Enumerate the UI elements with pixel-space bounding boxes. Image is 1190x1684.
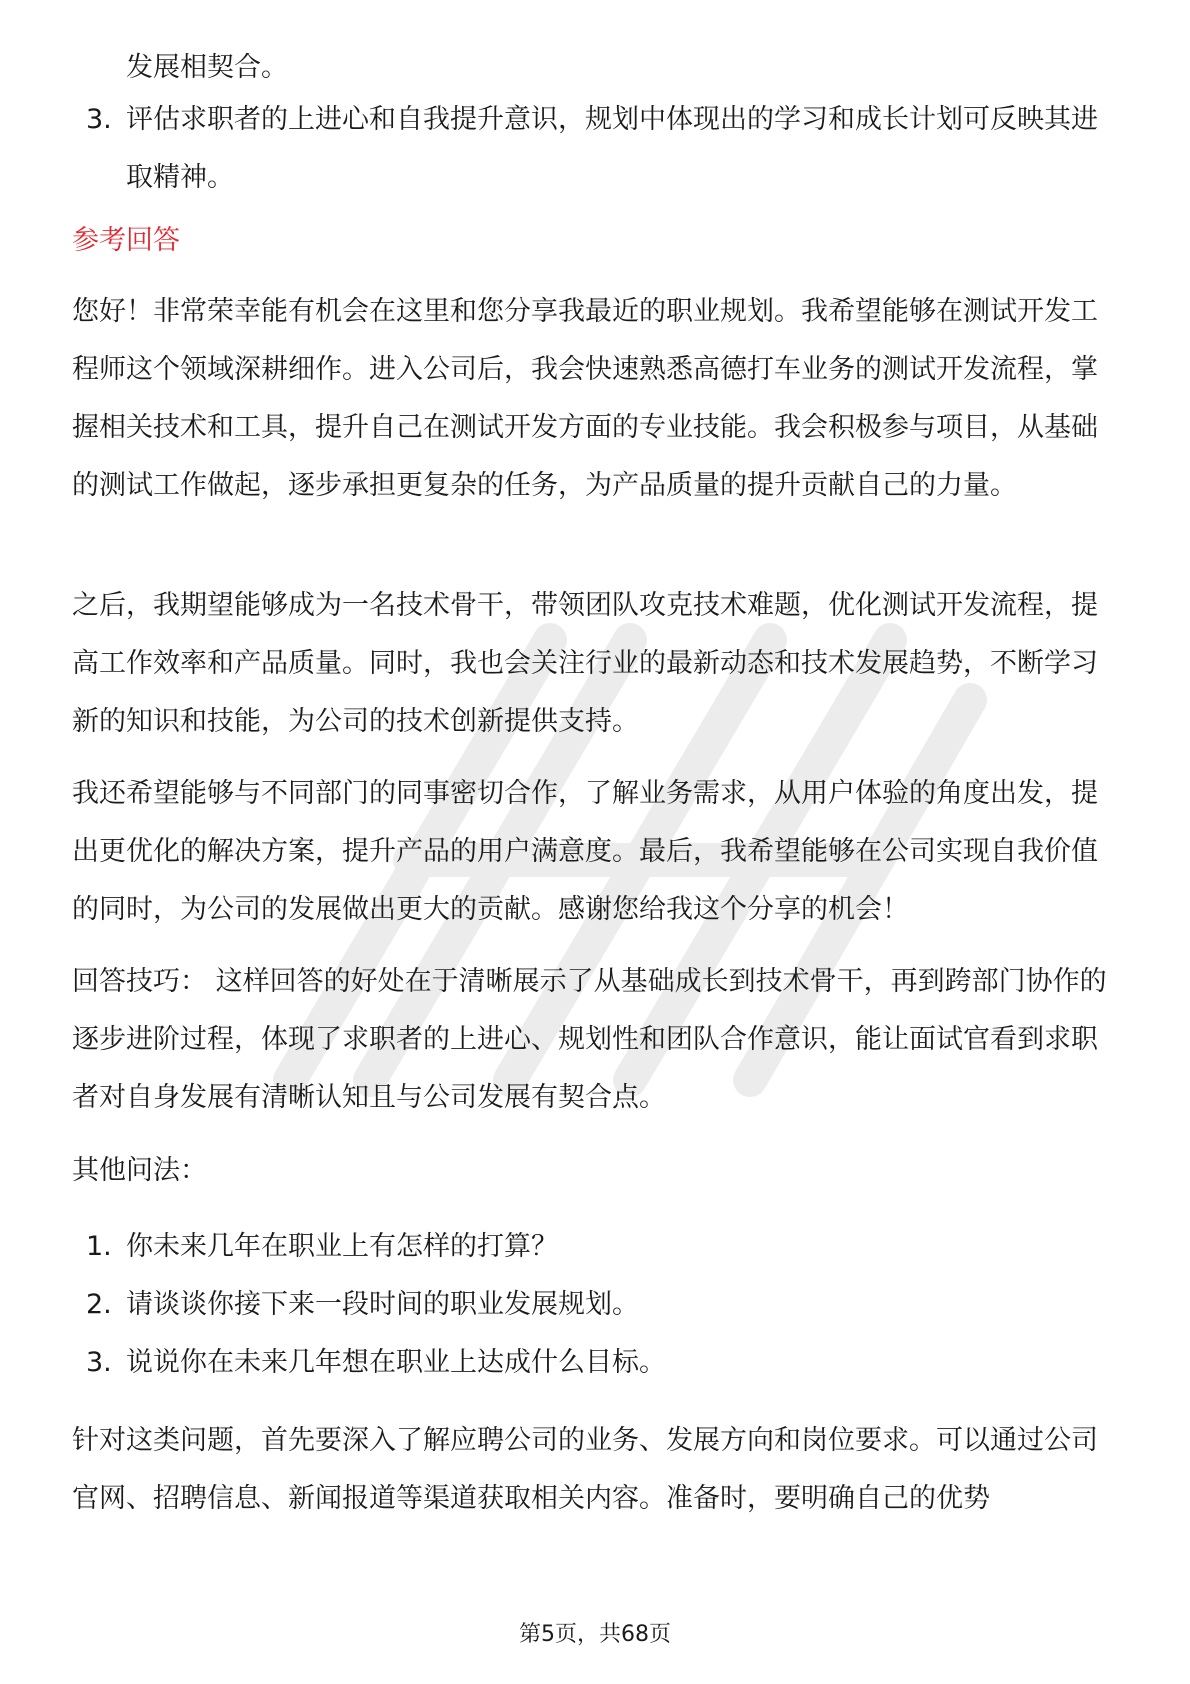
page-footer: 第5页，共68页 [519, 1622, 671, 1647]
other-questions-label: 其他问法： [72, 1155, 207, 1186]
list-item-text: 说说你在未来几年想在职业上达成什么目标。 [126, 1347, 666, 1378]
list-item-text: 请谈谈你接下来一段时间的职业发展规划。 [126, 1289, 639, 1320]
section-heading: 参考回答 [72, 225, 180, 256]
list-item [72, 1276, 1120, 1334]
answer-paragraph-3: 我还希望能够与不同部门的同事密切合作，了解业务需求，从用户体验的角度出发，提出更优化的解决方案，提升产品的用户满意度。最后，我希望能够在公司实现自我价值的同时，为公司的发展做出更大的贡献。感谢您给我这个分享的机会！ [72, 778, 1098, 925]
list-item-number: 2. [86, 1289, 112, 1320]
list-item [72, 1334, 1120, 1392]
answer-tips: 回答技巧： 这样回答的好处在于清晰展示了从基础成长到技术骨干，再到跨部门协作的逐步进阶过程，体现了求职者的上进心、规划性和团队合作意识，能让面试官看到求职者对自身发展有清晰认知且与公司发展有契合点。 [72, 966, 1107, 1113]
list-item-number: 1. [86, 1231, 112, 1262]
list-item-number: 3. [86, 104, 112, 135]
list-item-text: 你未来几年在职业上有怎样的打算？ [126, 1231, 558, 1262]
closing-paragraph: 针对这类问题，首先要深入了解应聘公司的业务、发展方向和岗位要求。可以通过公司官网、招聘信息、新闻报道等渠道获取相关内容。准备时，要明确自己的优势 [72, 1425, 1098, 1514]
list-item [72, 91, 1120, 207]
list-item [72, 1218, 1120, 1276]
answer-paragraph-2: 之后，我期望能够成为一名技术骨干，带领团队攻克技术难题，优化测试开发流程，提高工作效率和产品质量。同时，我也会关注行业的最新动态和技术发展趋势，不断学习新的知识和技能，为公司的技术创新提供支持。 [72, 590, 1098, 737]
list-item-number: 3. [86, 1347, 112, 1378]
answer-paragraph-1: 您好！非常荣幸能有机会在这里和您分享我最近的职业规划。我希望能够在测试开发工程师这个领域深耕细作。进入公司后，我会快速熟悉高德打车业务的测试开发流程，掌握相关技术和工具，提升自己在测试开发方面的专业技能。我会积极参与项目，从基础的测试工作做起，逐步承担更复杂的任务，为产品质量的提升贡献自己的力量。 [72, 296, 1098, 501]
list-item-continuation: 发展相契合。 [126, 52, 288, 83]
list-item-text: 评估求职者的上进心和自我提升意识，规划中体现出的学习和成长计划可反映其进取精神。 [126, 104, 1098, 193]
